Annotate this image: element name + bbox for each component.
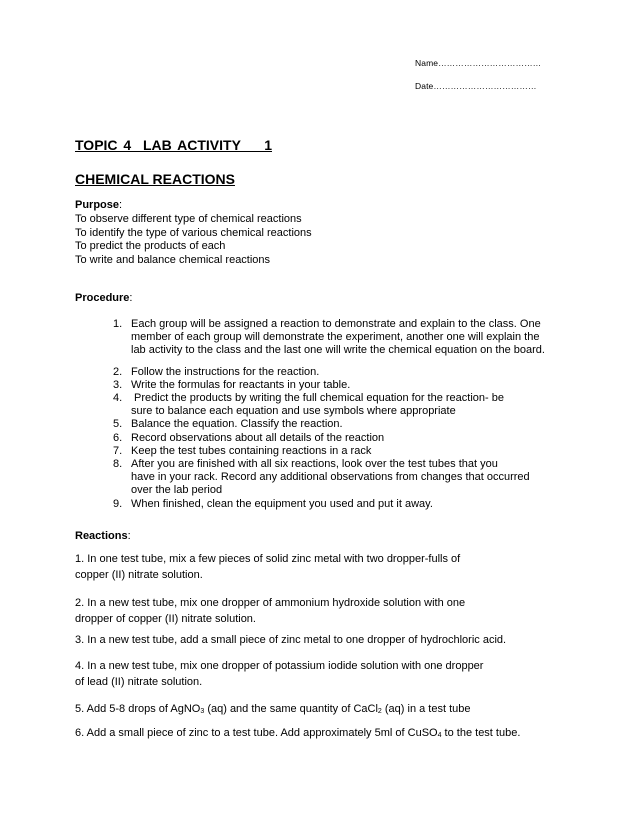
procedure-step [113, 418, 583, 431]
reaction-line: dropper of copper (II) nitrate solution. [75, 612, 256, 625]
step-line: Predict the products by writing the full chemical equation for the reaction- be [131, 392, 504, 405]
procedure-heading: Procedure: [75, 292, 133, 304]
page-subtitle: CHEMICAL REACTIONS [75, 171, 235, 187]
purpose-line: To identify the type of various chemical reactions [75, 226, 312, 239]
step-line: Balance the equation. Classify the reaction. [131, 418, 343, 431]
reaction-text: to the test tube. [441, 727, 521, 739]
reaction-text: 6. Add a small piece of zinc to a test tube. Add approximately 5ml of CuSO [75, 727, 438, 739]
purpose-section [75, 199, 312, 268]
page-title: TOPIC 4 LAB ACTIVITY 1 [75, 137, 272, 153]
reaction-line: 1. In one test tube, mix a few pieces of solid zinc metal with two dropper-fulls of [75, 553, 461, 565]
procedure-step [113, 432, 583, 445]
subscript: 2 [377, 708, 382, 715]
date-field-line: Date……………………………… [415, 81, 537, 91]
name-field-line: Name……………………………… [415, 58, 542, 68]
procedure-step [113, 392, 583, 418]
step-line: Write the formulas for reactants in your table. [131, 378, 351, 391]
reaction-text: (aq) in a test tube [381, 703, 471, 715]
step-line: have in your rack. Record any additional observations from changes that occurred [131, 471, 530, 484]
subscript: 4 [437, 732, 442, 739]
reaction-item [75, 702, 471, 720]
reaction-item [75, 552, 460, 583]
step-number: 3. [113, 378, 123, 391]
procedure-step [113, 458, 583, 498]
step-line: Follow the instructions for the reaction. [131, 365, 320, 378]
step-line: Each group will be assigned a reaction to demonstrate and explain to the class. One [131, 318, 541, 330]
reactions-label: Reactions [75, 530, 128, 542]
purpose-label: Purpose [75, 199, 120, 211]
procedure-step [113, 379, 583, 392]
reaction-line: copper (II) nitrate solution. [75, 568, 203, 581]
purpose-heading: Purpose: [75, 199, 123, 211]
step-number: 7. [113, 444, 123, 457]
reaction-item [75, 633, 506, 649]
step-number: 6. [113, 431, 123, 444]
subscript: 3 [200, 708, 205, 715]
step-line: Keep the test tubes containing reactions in a rack [131, 444, 372, 457]
step-number: 4. [113, 392, 123, 405]
procedure-step [113, 498, 583, 511]
procedure-step [113, 445, 583, 458]
step-line: member of each group will demonstrate the experiment, another one will explain the [131, 331, 540, 344]
procedure-label: Procedure [75, 292, 130, 304]
reaction-line: 3. In a new test tube, add a small piece of zinc metal to one dropper of hydrochloric acid. [75, 634, 507, 646]
step-line: Record observations about all details of the reaction [131, 431, 385, 444]
step-line: When finished, clean the equipment you used and put it away. [131, 497, 433, 510]
step-number: 1. [113, 318, 123, 330]
purpose-line: To predict the products of each [75, 240, 226, 253]
reaction-line: 4. In a new test tube, mix one dropper of potassium iodide solution with one dropper [75, 660, 484, 672]
reactions-heading: Reactions: [75, 530, 131, 542]
reaction-line: 2. In a new test tube, mix one dropper of ammonium hydroxide solution with one [75, 597, 466, 609]
reaction-item [75, 596, 465, 627]
reaction-text: 5. Add 5-8 drops of AgNO [75, 703, 201, 715]
reaction-line: of lead (II) nitrate solution. [75, 675, 203, 688]
step-number: 8. [113, 458, 123, 471]
step-number: 2. [113, 365, 123, 378]
step-number: 5. [113, 418, 123, 431]
step-line: lab activity to the class and the last one will write the chemical equation on the board. [131, 344, 545, 357]
step-line: over the lab period [131, 484, 223, 497]
purpose-line: To write and balance chemical reactions [75, 254, 271, 267]
reaction-item [75, 659, 483, 690]
purpose-line: To observe different type of chemical reactions [75, 212, 302, 225]
reaction-text: (aq) and the same quantity of CaCl [204, 703, 378, 715]
step-number: 9. [113, 497, 123, 510]
procedure-step [113, 318, 583, 358]
procedure-step [113, 366, 583, 379]
procedure-steps [113, 318, 583, 511]
step-line: After you are finished with all six reactions, look over the test tubes that you [131, 458, 498, 471]
reaction-item [75, 726, 520, 744]
step-line: sure to balance each equation and use symbols where appropriate [131, 405, 456, 418]
